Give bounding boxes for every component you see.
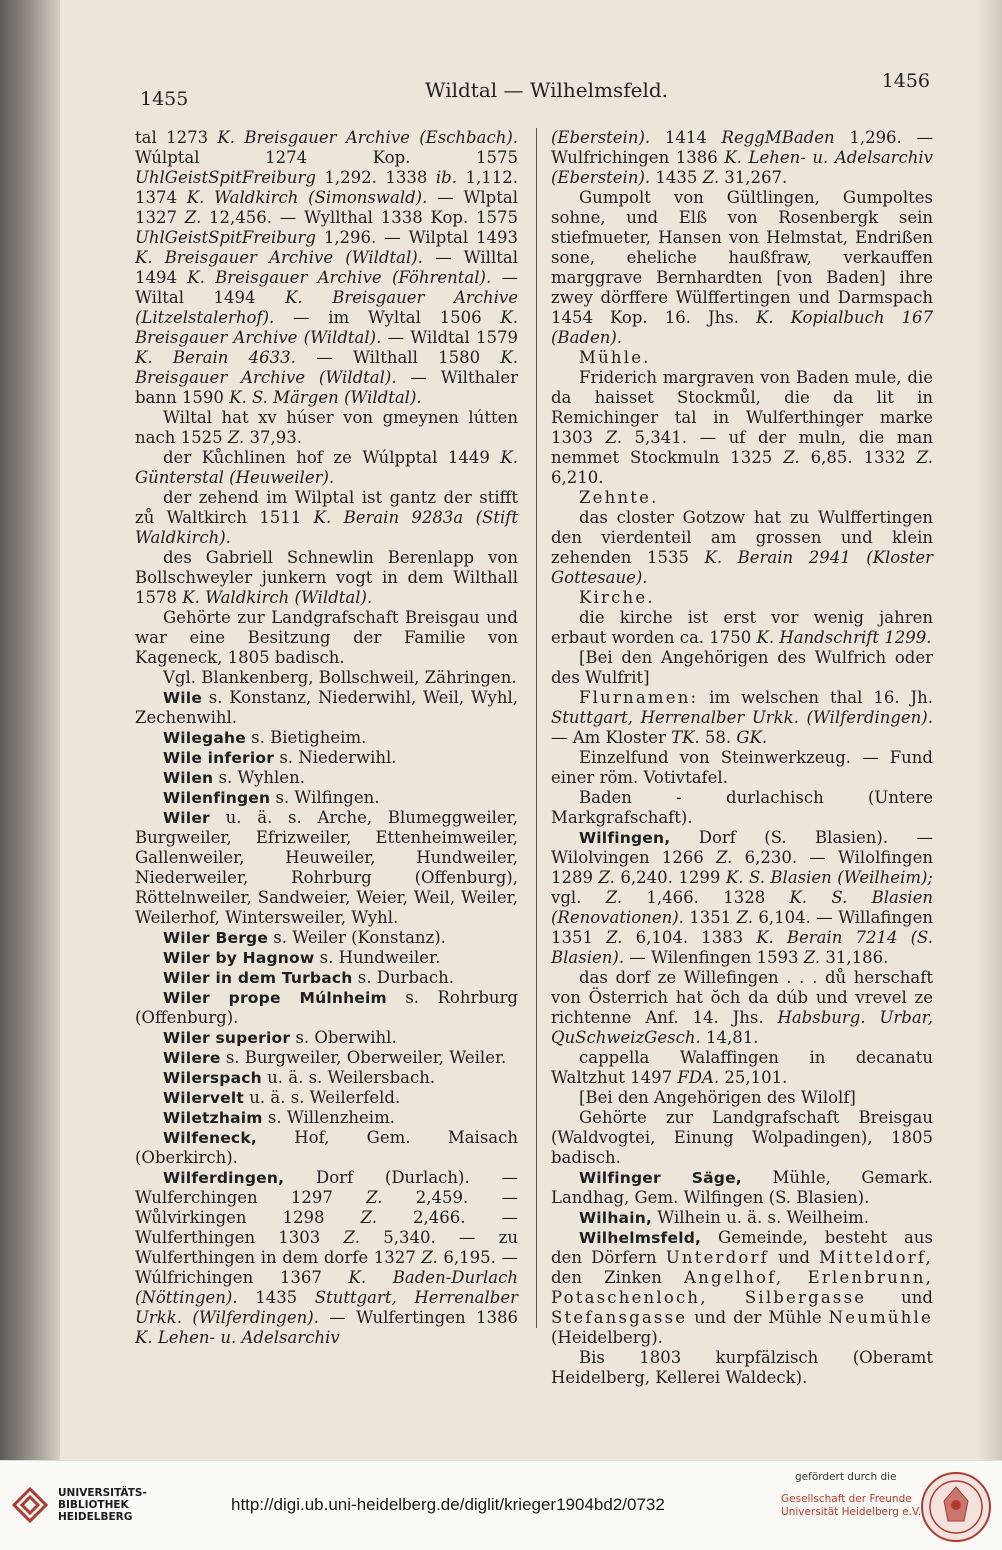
funded-by-label: gefördert durch die — [795, 1471, 897, 1483]
text-paragraph: Wile s. Konstanz, Niederwihl, Weil, Wyhl, Zechenwihl. — [135, 688, 518, 727]
right-column — [551, 128, 933, 1388]
book-gutter-shadow — [0, 0, 60, 1460]
text-paragraph: der Kůchlinen hof ze Wúlpptal 1449 K. Günterstal (Heuweiler). — [135, 448, 518, 487]
library-logo-icon — [10, 1485, 50, 1525]
page-edge — [978, 0, 1002, 1460]
text-paragraph: die kirche ist erst vor wenig jahren erbaut worden ca. 1750 K. Handschrift 1299. — [551, 608, 933, 647]
text-paragraph: Wiler prope Múlnheim s. Rohrburg (Offenburg). — [135, 988, 518, 1027]
text-paragraph: Friderich margraven von Baden mule, die da haisset Stockmůl, die da lit in Remichinger tal in Wulferthinger marke 1303 Z. 5,341. — uf der muln, die man nemmet Stockmuln 1325 Z. 6,85. 1332 Z. 6,210. — [551, 368, 933, 487]
sponsor-line: Universität Heidelberg e.V. — [781, 1506, 922, 1518]
text-paragraph: Einzelfund von Steinwerkzeug. — Fund einer röm. Votivtafel. — [551, 748, 933, 787]
text-paragraph: Wilerspach u. ä. s. Weilersbach. — [163, 1068, 436, 1087]
text-paragraph: Wilhain, Wilhein u. ä. s. Weilheim. — [579, 1208, 869, 1227]
text-paragraph: Vgl. Blankenberg, Bollschweil, Zähringen. — [163, 668, 517, 687]
text-paragraph: Wiltal hat xv húser von gmeynen lútten nach 1525 Z. 37,93. — [135, 408, 518, 447]
page-number-left: 1455 — [140, 88, 189, 110]
text-paragraph: Wilfinger Säge, Mühle, Gemark. Landhag, Gem. Wilfingen (S. Blasien). — [551, 1168, 933, 1207]
page-header — [130, 70, 930, 110]
text-paragraph: Gehörte zur Landgrafschaft Breisgau und war eine Besitzung der Familie von Kageneck, 1805 badisch. — [135, 608, 518, 667]
text-paragraph: (Eberstein). 1414 ReggMBaden 1,296. — Wulfrichingen 1386 K. Lehen- u. Adelsarchiv (Eberstein). 1435 Z. 31,267. — [551, 128, 934, 187]
text-paragraph: Wiletzhaim s. Willenzheim. — [163, 1108, 395, 1127]
text-paragraph: Wilen s. Wyhlen. — [163, 768, 305, 787]
text-paragraph: Wiler u. ä. s. Arche, Blumeggweiler, Burgweiler, Efrizweiler, Ettenheimweiler, Gallenweiler, Heuweiler, Hundweiler, Niederweiler, Rohrburg (Offenburg), Röttelnweiler, Sandweier, Weier, Weil, Weiler, Weilerhof, Wintersweiler, Wyhl. — [135, 808, 518, 927]
text-paragraph: Wiler superior s. Oberwihl. — [163, 1028, 397, 1047]
text-paragraph: [Bei den Angehörigen des Wulfrich oder des Wulfrit] — [551, 648, 933, 687]
sponsor-name — [781, 1493, 921, 1519]
text-paragraph: Wilere s. Burgweiler, Oberweiler, Weiler. — [163, 1048, 507, 1067]
text-paragraph: cappella Walaffingen in decanatu Waltzhut 1497 FDA. 25,101. — [551, 1048, 933, 1087]
text-paragraph: Wilfeneck, Hof, Gem. Maisach (Oberkirch). — [135, 1128, 518, 1167]
text-paragraph: [Bei den Angehörigen des Wilolf] — [579, 1088, 856, 1107]
left-column — [135, 128, 518, 1348]
text-paragraph: der zehend im Wilptal ist gantz der stifft zů Waltkirch 1511 K. Berain 9283a (Stift Waldkirch). — [135, 488, 518, 547]
text-paragraph: das dorf ze Willefingen . . . dů herschaft von Österrich hat ŏch da dúb und vrevel ze richtenne Anf. 14. Jhs. Habsburg. Urbar, QuSchweizGesch. 14,81. — [551, 968, 933, 1047]
permalink-url[interactable]: http://digi.ub.uni-heidelberg.de/diglit/krieger1904bd2/0732 — [231, 1495, 665, 1514]
text-paragraph: Wilferdingen, Dorf (Durlach). — Wulferchingen 1297 Z. 2,459. — Wůlvirkingen 1298 Z. 2,466. — Wulferthingen 1303 Z. 5,340. — zu Wulferthingen in dem dorfe 1327 Z. 6,195. — Wúlfrichingen 1367 K. Baden-Durlach (Nöttingen). 1435 Stuttgart, Herrenalber Urkk. (Wilferdingen). — Wulfertingen 1386 K. Lehen- u. Adelsarchiv — [135, 1168, 518, 1347]
text-paragraph: Flurnamen: im welschen thal 16. Jh. Stuttgart, Herrenalber Urkk. (Wilferdingen). — Am Kloster TK. 58. GK. — [551, 688, 933, 747]
text-paragraph: Gumpolt von Gültlingen, Gumpoltes sohne, und Elß von Rosenbergk sein stiefmueter, Hansen von Helmstat, Endrißen sone, eheliche haußfraw, verkauffen marggrave Bernhardten [von Baden] ihre zwey dörffere Wülffertingen und Darmspach 1454 Kop. 16. Jhs. K. Kopialbuch 167 (Baden). — [551, 188, 933, 347]
running-title: Wildtal — Wilhelmsfeld. — [425, 78, 669, 102]
text-paragraph: Kirche. — [579, 588, 655, 607]
text-paragraph: Wilfingen, Dorf (S. Blasien). — Wilolvingen 1266 Z. 6,230. — Wilolfingen 1289 Z. 6,240. 1299 K. S. Blasien (Weilheim); vgl. Z. 1,466. 1328 K. S. Blasien (Renovationen). 1351 Z. 6,104. — Willafingen 1351 Z. 6,104. 1383 K. Berain 7214 (S. Blasien). — Wilenfingen 1593 Z. 31,186. — [551, 828, 934, 967]
text-paragraph: Baden - durlachisch (Untere Markgrafschaft). — [551, 788, 933, 827]
library-name-line: BIBLIOTHEK — [58, 1499, 129, 1511]
text-paragraph: Wile inferior s. Niederwihl. — [163, 748, 397, 767]
text-paragraph: Wilenfingen s. Wilfingen. — [163, 788, 380, 807]
text-paragraph: Wiler by Hagnow s. Hundweiler. — [163, 948, 441, 967]
sponsor-line: Gesellschaft der Freunde — [781, 1493, 912, 1505]
page-number-right: 1456 — [881, 70, 930, 92]
university-seal-icon — [920, 1471, 992, 1543]
text-paragraph: des Gabriell Schnewlin Berenlapp von Bollschweyler junkern vogt in dem Wilthall 1578 K. Waldkirch (Wildtal). — [135, 548, 518, 607]
library-name-line: UNIVERSITÄTS- — [58, 1487, 147, 1499]
text-paragraph: Wiler in dem Turbach s. Durbach. — [163, 968, 454, 987]
column-divider — [536, 128, 537, 1328]
digitization-footer — [0, 1460, 1002, 1550]
text-paragraph: tal 1273 K. Breisgauer Archive (Eschbach). Wúlptal 1274 Kop. 1575 UhlGeistSpitFreiburg 1,292. 1338 ib. 1,112. 1374 K. Waldkirch (Simonswald). — Wlptal 1327 Z. 12,456. — Wyllthal 1338 Kop. 1575 UhlGeistSpitFreiburg 1,296. — Wilptal 1493 K. Breisgauer Archive (Wildtal). — Willtal 1494 K. Breisgauer Archive (Föhrental). — Wiltal 1494 K. Breisgauer Archive (Litzelstalerhof). — im Wyltal 1506 K. Breisgauer Archive (Wildtal). — Wildtal 1579 K. Berain 4633. — Wilthall 1580 K. Breisgauer Archive (Wildtal). — Wilthaler bann 1590 K. S. Märgen (Wildtal). — [135, 128, 519, 407]
text-paragraph: Zehnte. — [579, 488, 659, 507]
text-paragraph: Bis 1803 kurpfälzisch (Oberamt Heidelberg, Kellerei Waldeck). — [551, 1348, 933, 1387]
text-paragraph: Wiler Berge s. Weiler (Konstanz). — [163, 928, 446, 947]
text-paragraph: Gehörte zur Landgrafschaft Breisgau (Waldvogtei, Einung Wolpadingen), 1805 badisch. — [551, 1108, 933, 1167]
text-paragraph: Wilervelt u. ä. s. Weilerfeld. — [163, 1088, 401, 1107]
library-name-line: HEIDELBERG — [58, 1511, 133, 1523]
text-paragraph: Wilhelmsfeld, Gemeinde, besteht aus den Dörfern Unterdorf und Mitteldorf, den Zinken Angelhof, Erlenbrunn, Potaschenloch, Silbergasse und Stefansgasse und der Mühle Neumühle (Heidelberg). — [551, 1228, 934, 1347]
text-paragraph: Wilegahe s. Bietigheim. — [163, 728, 367, 747]
library-name — [58, 1487, 147, 1523]
text-paragraph: Mühle. — [579, 348, 651, 367]
text-paragraph: das closter Gotzow hat zu Wulffertingen den vierdenteil am grossen und klein zehenden 1535 K. Berain 2941 (Kloster Gottesaue). — [551, 508, 933, 587]
